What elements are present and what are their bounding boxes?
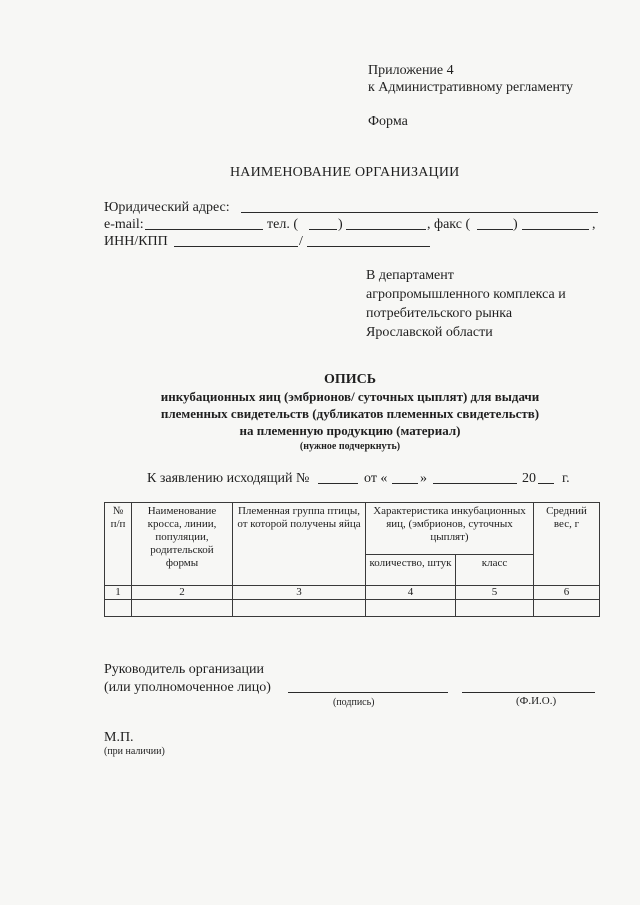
reference-prefix: К заявлению исходящий № <box>147 471 310 486</box>
phone-label: тел. ( <box>267 217 298 232</box>
table-cell[interactable] <box>132 600 233 617</box>
title-line-1: инкубационных яиц (эмбрионов/ суточных цыплят) для выдачи <box>160 389 540 404</box>
recipient-line-4: Ярославской области <box>366 325 493 340</box>
header-num: № п/п <box>105 503 132 586</box>
column-number: 6 <box>534 586 600 600</box>
reference-year-prefix: 20 <box>522 471 536 486</box>
reference-year-suffix: г. <box>562 471 570 486</box>
header-quantity: количество, штук <box>366 555 456 586</box>
full-name-caption: (Ф.И.О.) <box>516 695 557 707</box>
full-name-field[interactable] <box>462 692 595 693</box>
inn-kpp-separator: / <box>299 234 303 249</box>
legal-address-field[interactable] <box>241 212 598 213</box>
reference-quote-close: » <box>420 471 427 486</box>
header-class: класс <box>456 555 534 586</box>
trailing-comma: , <box>592 217 596 232</box>
table-row <box>105 600 600 617</box>
header-group: Племенная группа птицы, от которой получены яйца <box>233 503 366 586</box>
fax-code-field[interactable] <box>477 229 513 230</box>
inn-field[interactable] <box>174 246 298 247</box>
title-line-2: племенных свидетельств (дубликатов племенных свидетельств) <box>160 406 540 421</box>
stamp-label: М.П. <box>104 730 134 745</box>
column-number: 2 <box>132 586 233 600</box>
regulation-label: к Административному регламенту <box>368 80 573 95</box>
email-label: e-mail: <box>104 217 144 232</box>
document-title: ОПИСЬ <box>323 372 377 387</box>
appendix-label: Приложение 4 <box>368 63 454 78</box>
header-characteristic: Характеристика инкубационных яиц, (эмбрионов, суточных цыплят) <box>366 503 534 555</box>
phone-close-paren: ) <box>338 217 343 232</box>
column-number: 5 <box>456 586 534 600</box>
reference-month-field[interactable] <box>433 483 517 484</box>
recipient-line-2: агропромышленного комплекса и <box>366 287 566 302</box>
email-field[interactable] <box>145 229 263 230</box>
column-number-row <box>105 586 600 600</box>
phone-number-field[interactable] <box>346 229 426 230</box>
column-number: 1 <box>105 586 132 600</box>
table-header-row <box>105 503 600 555</box>
inn-kpp-label: ИНН/КПП <box>104 234 168 249</box>
header-name: Наименование кросса, линии, популяции, родительской формы <box>132 503 233 586</box>
title-line-3: на племенную продукцию (материал) <box>239 423 461 438</box>
fax-number-field[interactable] <box>522 229 589 230</box>
title-note: (нужное подчеркнуть) <box>299 441 401 452</box>
reference-number-field[interactable] <box>318 483 358 484</box>
table-cell[interactable] <box>366 600 456 617</box>
recipient-line-3: потребительского рынка <box>366 306 513 321</box>
column-number: 3 <box>233 586 366 600</box>
kpp-field[interactable] <box>307 246 430 247</box>
table-cell[interactable] <box>534 600 600 617</box>
stamp-note: (при наличии) <box>104 746 165 757</box>
form-label: Форма <box>368 114 408 129</box>
signature-line-2: (или уполномоченное лицо) <box>104 680 271 695</box>
reference-year-field[interactable] <box>538 483 554 484</box>
legal-address-label: Юридический адрес: <box>104 200 230 215</box>
organization-name: НАИМЕНОВАНИЕ ОРГАНИЗАЦИИ <box>230 165 460 180</box>
reference-from: от « <box>364 471 388 486</box>
header-weight: Средний вес, г <box>534 503 600 586</box>
fax-label: , факс ( <box>427 217 471 232</box>
signature-line-1: Руководитель организации <box>104 662 264 677</box>
table-cell[interactable] <box>233 600 366 617</box>
signature-caption: (подпись) <box>333 697 375 708</box>
fax-close-paren: ) <box>513 217 518 232</box>
table-cell[interactable] <box>105 600 132 617</box>
table-cell[interactable] <box>456 600 534 617</box>
recipient-line-1: В департамент <box>366 268 454 283</box>
phone-code-field[interactable] <box>309 229 337 230</box>
inventory-table <box>104 502 600 617</box>
reference-day-field[interactable] <box>392 483 418 484</box>
column-number: 4 <box>366 586 456 600</box>
signature-field[interactable] <box>288 692 448 693</box>
